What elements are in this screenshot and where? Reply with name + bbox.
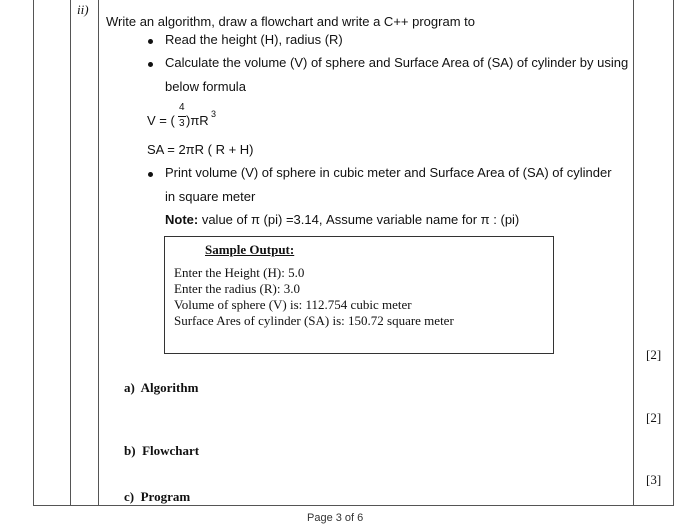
- part-b: [124, 443, 199, 459]
- table-divider-3: [633, 0, 634, 505]
- sample-output-line: Enter the radius (R): 3.0: [174, 281, 300, 296]
- question-intro: Write an algorithm, draw a flowchart and write a C++ program to: [106, 14, 475, 29]
- part-label: Algorithm: [140, 380, 199, 395]
- note-text: value of π (pi) =3.14, Assume variable name for π : (pi): [198, 212, 520, 227]
- note-label: Note:: [165, 212, 199, 227]
- table-divider-2: [98, 0, 99, 505]
- part-label: Flowchart: [142, 443, 200, 458]
- bullet-dot: [148, 172, 153, 177]
- bullet-calculate-line2: below formula: [165, 79, 246, 94]
- table-bottom-border: [33, 505, 674, 506]
- formula-v-exponent: 3: [211, 109, 217, 119]
- sample-output-line: Enter the Height (H): 5.0: [174, 265, 305, 280]
- formula-surface-area: SA = 2πR ( R + H): [147, 142, 254, 157]
- table-divider-1: [70, 0, 71, 505]
- bullet-read-inputs: Read the height (H), radius (R): [165, 32, 343, 47]
- table-border-right: [673, 0, 674, 505]
- part-label: Program: [140, 489, 191, 504]
- bullet-dot: [148, 62, 153, 67]
- table-border-left: [33, 0, 34, 505]
- bullet-print-line2: in square meter: [165, 189, 256, 204]
- question-number: ii): [77, 2, 89, 17]
- marks-value: [3]: [646, 472, 662, 487]
- formula-v-denominator: 3: [179, 118, 185, 129]
- sample-output-line: Volume of sphere (V) is: 112.754 cubic meter: [174, 297, 412, 312]
- note-line: [165, 212, 519, 227]
- fraction-bar: [178, 116, 186, 117]
- marks-value: [2]: [646, 347, 662, 362]
- part-letter: b): [124, 443, 136, 458]
- sample-output-title: Sample Output:: [205, 242, 295, 257]
- formula-v-lhs: V = (: [147, 113, 175, 128]
- formula-v-numerator: 4: [179, 102, 185, 113]
- bullet-calculate-line1: Calculate the volume (V) of sphere and Surface Area of (SA) of cylinder by using: [165, 55, 629, 70]
- bullet-print-line1: Print volume (V) of sphere in cubic meter and Surface Area of (SA) of cylinder: [165, 165, 612, 180]
- page-footer: Page 3 of 6: [307, 512, 364, 524]
- part-a: [124, 380, 198, 396]
- formula-v-rhs: )πR: [186, 113, 209, 128]
- part-letter: c): [124, 489, 135, 504]
- marks-value: [2]: [646, 410, 662, 425]
- part-letter: a): [124, 380, 135, 395]
- bullet-dot: [148, 39, 153, 44]
- sample-output-line: Surface Ares of cylinder (SA) is: 150.72 square meter: [174, 313, 454, 328]
- part-c: [124, 489, 190, 505]
